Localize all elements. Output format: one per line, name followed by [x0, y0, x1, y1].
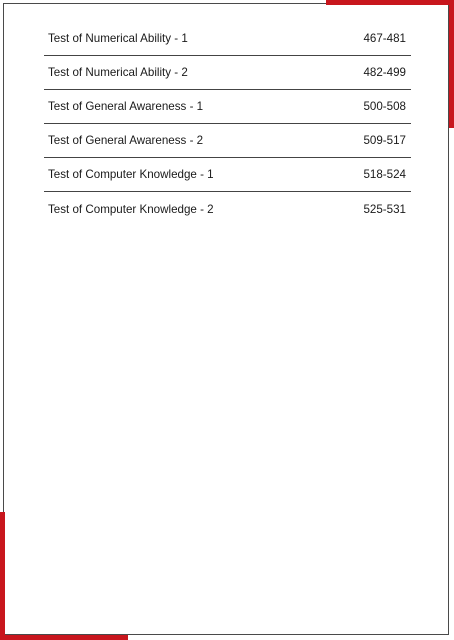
- toc-row[interactable]: [44, 56, 411, 90]
- toc-row[interactable]: [44, 124, 411, 158]
- toc-row[interactable]: [44, 22, 411, 56]
- toc-row[interactable]: [44, 90, 411, 124]
- toc-pages: 525-531: [363, 202, 406, 216]
- toc-pages: 467-481: [363, 32, 406, 45]
- toc-title: Test of General Awareness - 1: [48, 100, 204, 113]
- toc-pages: 500-508: [363, 100, 406, 113]
- toc-title: Test of Numerical Ability - 1: [48, 32, 188, 45]
- toc-title: Test of Computer Knowledge - 2: [48, 202, 214, 216]
- table-of-contents: [44, 22, 411, 226]
- toc-title: Test of General Awareness - 2: [48, 134, 204, 147]
- toc-title: Test of Computer Knowledge - 1: [48, 168, 214, 181]
- toc-row[interactable]: [44, 192, 411, 226]
- toc-pages: 509-517: [363, 134, 406, 147]
- bottom-left-corner-shape: [0, 512, 128, 640]
- toc-title: Test of Numerical Ability - 2: [48, 66, 188, 79]
- toc-row[interactable]: [44, 158, 411, 192]
- toc-pages: 482-499: [363, 66, 406, 79]
- toc-pages: 518-524: [363, 168, 406, 181]
